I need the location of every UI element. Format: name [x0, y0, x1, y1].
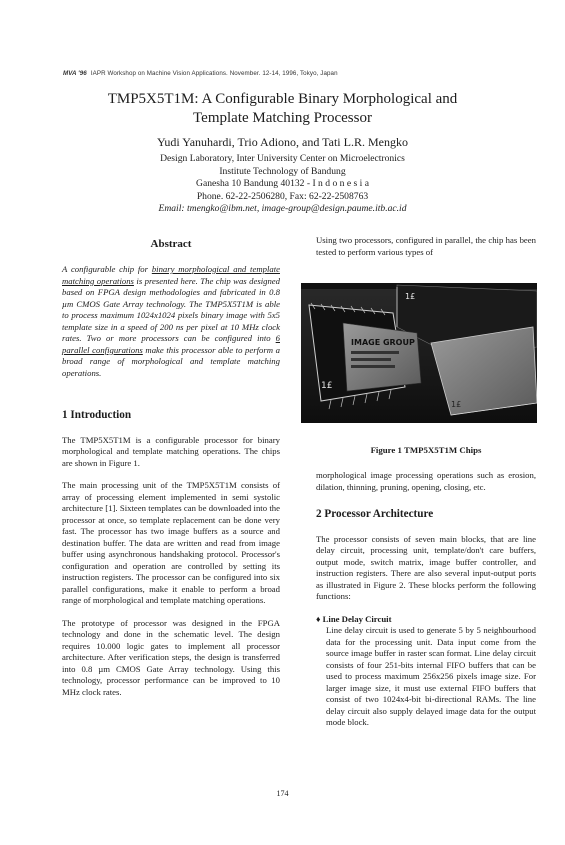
chip-photo-image: [301, 283, 537, 423]
abstract-heading: Abstract: [150, 238, 192, 250]
chip-die-label: [343, 323, 421, 391]
svg-text:1£: 1£: [405, 292, 416, 301]
affiliation-email: Email: tmengko@ibm.net, image-group@design.paume.itb.ac.id: [158, 203, 407, 215]
affiliation: [0, 153, 565, 216]
section-2-heading: 2 Processor Architecture: [316, 508, 434, 520]
section-2-paragraph: The processor consists of seven main blocks, that are line delay circuit, processing unit, template/don't care buffers, output mode, switch matrix, image buffer controller, and instruction registers. There are also several input-output ports as illustrated in Figure 2. These blocks perform the following functions:: [316, 533, 536, 601]
svg-text:1£: 1£: [451, 400, 462, 409]
abstract-link-1: binary morphological and template matching operations: [62, 264, 280, 286]
running-header: [63, 70, 338, 77]
intro-paragraph-3: The prototype of processor was designed in the FPGA technology and done in the schematic level. The design requires 10.000 logic gates to implement all processor architecture. After verification steps, the design is transferred into 0.8 µm CMOS Gate Array technology. Using this technology, processor performance can be improved to 10 MHz clock rates.: [62, 617, 280, 697]
venue-text: IAPR Workshop on Machine Vision Applications. November. 12-14, 1996, Tokyo, Japan: [90, 70, 338, 77]
page-number: 174: [276, 789, 289, 798]
venue-label: MVA '96: [63, 70, 87, 77]
right-column-body: [316, 470, 536, 740]
intro-heading: 1 Introduction: [62, 409, 132, 421]
affiliation-line-1: Design Laboratory, Inter University Center on Microelectronics: [160, 153, 405, 164]
title-line-1: TMP5X5T1M: A Configurable Binary Morphological and: [107, 91, 458, 107]
figure-caption: Figure 1 TMP5X5T1M Chips: [370, 445, 482, 455]
right-paragraph-1: morphological image processing operations such as erosion, dilation, thinning, pruning, opening, closing, etc.: [316, 470, 536, 492]
chip-label-text: IMAGE GROUP: [351, 338, 415, 347]
title-line-2: Template Matching Processor: [193, 110, 372, 126]
abstract-part-1: A configurable chip for: [62, 264, 152, 274]
affiliation-line-4: Phone. 62-22-2506280, Fax: 62-22-2508763: [196, 190, 369, 202]
abstract-part-2: is presented here. The chip was designed based on FPGA design methodologies and fabricated in 0.8 µm CMOS Gate Array technology. The TMP5X5T1M is able to process maximum 1024x1024 pixels binary image with 5x5 template size in a speed of 200 ns per pixel at 10 MHz clock rates. Two or more processors can be configured into: [62, 275, 281, 343]
bullet-title: [316, 614, 536, 626]
authors: Yudi Yanuhardi, Trio Adiono, and Tati L.R. Mengko: [157, 135, 408, 149]
paper-title: [0, 90, 565, 128]
bullet-title-text: Line Delay Circuit: [322, 613, 392, 624]
introduction-section: [62, 410, 280, 709]
bullet-paragraph: Line delay circuit is used to generate 5 by 5 neighbourhood data for the processing unit. Data input come from the source image buffer in raster scan format. Line delay circuit consists of four 251-bits internal FIFO buffers that can be used to process maximum 256x256 pixels image size. For larger image size, it must use external FIFO buffers that consist of two 1024x4-bit bi-directional RAMs. The line delay circuit also supply delayed image data for the output mode block.: [326, 625, 536, 727]
abstract-link-2: 6 parallel configurations: [62, 333, 280, 355]
figure-chip-photo: [301, 283, 537, 423]
intro-paragraph-2: The main processing unit of the TMP5X5T1M consists of array of processing element implemented in semi systolic architecture [1]. Sixteen templates can be downloaded into the processor at once, so template replacement can be done very fast. The processor has two image buffers as a source and destination buffer. The data are written and read from image buffer using asynchronous handshaking protocol. Processor's configuration and operation are controlled by setting its instruction registers. The processor can be configured into six parallel configurations, make it enable to perform a broad range of morphological and template matching operations.: [62, 480, 280, 605]
affiliation-line-3: Ganesha 10 Bandung 40132 - I n d o n e s i a: [196, 178, 369, 190]
abstract-part-3: make this processor able to perform a broad range of morphological and template matching operations.: [62, 344, 280, 378]
right-col-intro-text: Using two processors, configured in parallel, the chip has been tested to perform various types of: [316, 235, 536, 257]
affiliation-line-2: Institute Technology of Bandung: [219, 165, 346, 177]
intro-paragraph-1: The TMP5X5T1M is a configurable processor for binary morphological and template matching operations. The chips are shown in Figure 1.: [62, 434, 280, 468]
svg-text:1£: 1£: [321, 381, 333, 391]
abstract-text: [62, 264, 280, 379]
bullet-diamond-icon: ♦: [316, 613, 323, 624]
